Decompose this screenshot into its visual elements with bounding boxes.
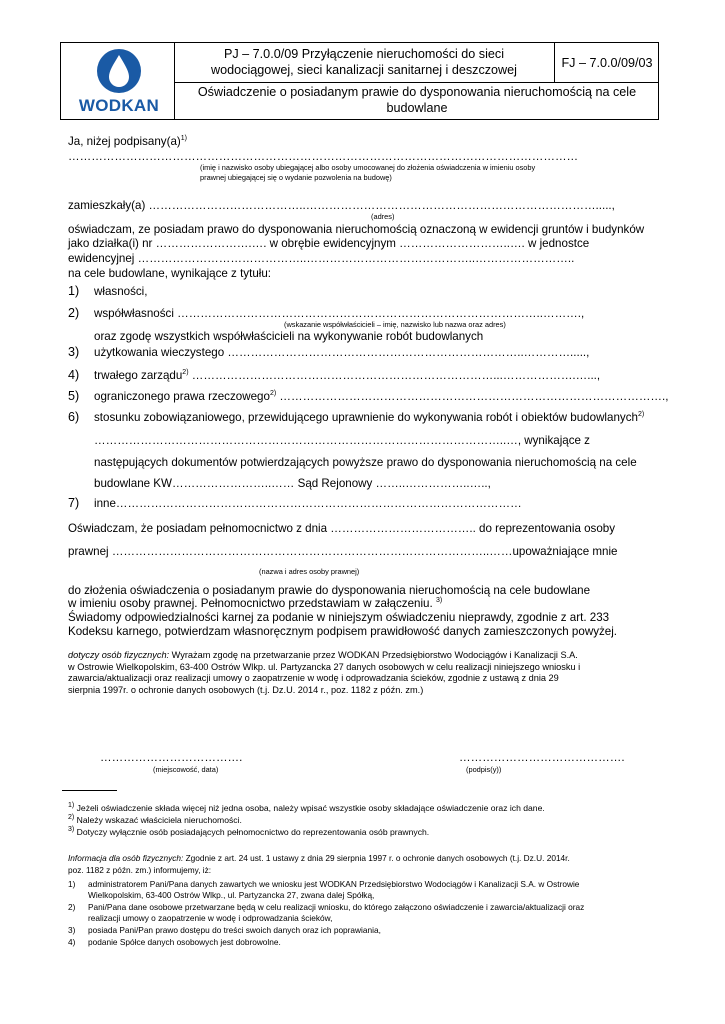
footnote-number: 2) [68, 814, 75, 822]
water-drop-icon [67, 49, 171, 97]
footnote-2 [68, 815, 242, 826]
info-intro-2: poz. 1182 z późn. zm.) informujemy, iż: [68, 865, 212, 875]
info-intro-1 [68, 853, 570, 863]
submit-line-2 [68, 597, 442, 611]
signature-label: (podpis(y)) [466, 765, 502, 774]
info-point-2b: realizacji umowy o zaopatrzenie w wodę i odprowadzania ścieków, [88, 913, 333, 923]
address-hint: (adres) [371, 212, 395, 221]
header-table [60, 42, 659, 120]
form-subtitle [174, 84, 660, 116]
item-label: ograniczonego prawa rzeczowego [94, 390, 270, 403]
proxy-line-2[interactable]: prawnej ……………………………………………………………………………………..……upoważniające mnie [68, 545, 618, 558]
co-owners-consent: oraz zgodę wszystkich współwłaścicieli na wykonywanie robót budowlanych [94, 330, 484, 343]
footnote-ref: 2) [637, 411, 645, 419]
item-label: trwałego zarządu [94, 369, 183, 382]
info-point-3: posiada Pani/Pan prawo dostępu do treści swoich danych oraz ich poprawiania, [88, 925, 381, 935]
item-number: 1) [68, 284, 80, 298]
item-permanent-management[interactable] [94, 369, 600, 383]
footnote-number: 1) [68, 802, 75, 810]
consent-text: Wyrażam zgodę na przetwarzanie przez WODKAN Przedsiębiorstwo Wodociągów i Kanalizacji S.A. [169, 650, 578, 660]
footnote-3 [68, 827, 429, 838]
title-line-1: PJ – 7.0.0/09 Przyłączenie nieruchomości do sieci [223, 47, 504, 61]
item-number: 6) [68, 410, 80, 424]
signature-field[interactable]: ……………………………………. [459, 751, 625, 764]
wodkan-logo [67, 49, 171, 117]
info-text: Zgodnie z art. 24 ust. 1 ustawy z dnia 29 sierpnia 1997 r. o ochronie danych osobowych (t.j. Dz.U. 2014r. [183, 853, 570, 863]
declare-line-2[interactable]: jako działka(i) nr …………………….…. w obrębie ewidencyjnym ………………………..…. w jednostce [68, 237, 590, 250]
item-ownership: własności, [94, 285, 148, 298]
liability-line-2: Kodeksu karnego, potwierdzam własnoręcznym podpisem prawidłowość danych zamieszczonych powyżej. [68, 625, 618, 638]
item-number: 3) [68, 345, 80, 359]
obligation-line-2[interactable]: ……………………………………………………………………………………………..…, wynikające z [94, 434, 590, 447]
proxy-line-1[interactable]: Oświadczam, że posiadam pełnomocnictwo z dnia ……………………………….. do reprezentowania osoby [68, 522, 616, 535]
footnote-1 [68, 803, 545, 814]
item-number: 4) [68, 368, 80, 382]
info-label: Informacja dla osób fizycznych: [68, 853, 184, 863]
name-field[interactable]: …………………………………………………………………………………………………………………… [68, 150, 579, 163]
info-point-1b: Wielkopolskim, 63-400 Ostrów Wlkp., ul. Partyzancka 27, zwana dalej Spółką, [88, 890, 375, 900]
footnote-number: 3) [68, 826, 75, 834]
item-perpetual-usufruct[interactable]: użytkowania wieczystego …………………………………………………………………..…………....., [94, 346, 590, 359]
info-point-number: 3) [68, 925, 76, 935]
footnote-ref: 2) [269, 390, 277, 398]
info-point-number: 4) [68, 937, 76, 947]
item-number: 7) [68, 496, 80, 510]
subtitle-line-2: budowlane [386, 101, 448, 115]
footnote-text: Dotyczy wyłącznie osób posiadających pełnomocnictwo do reprezentowania osób prawnych. [74, 827, 430, 837]
item-limited-right[interactable] [94, 390, 668, 404]
info-point-number: 2) [68, 902, 76, 912]
info-point-number: 1) [68, 879, 76, 889]
info-point-2a: Pani/Pana dane osobowe przetwarzane będą w celu realizacji wniosku, do którego załączono oświadczenie i zawarcia/aktualizacji oraz [88, 902, 585, 912]
logo-text: WODKAN [78, 96, 160, 115]
liability-line-1: Świadomy odpowiedzialności karnej za podanie w niniejszym oświadczeniu nieprawdy, zgodnie z art. 233 [68, 611, 610, 624]
footnote-ref: 1) [180, 135, 188, 143]
item-dots: ………………………………………………………………………………………., [276, 390, 669, 403]
title-line-2: wodociągowej, sieci kanalizacji sanitarnej i deszczowej [211, 63, 517, 77]
item-label: stosunku zobowiązaniowego, przewidującego uprawnienie do wykonywania robót i obiektów budowlanych [94, 411, 638, 424]
obligation-line-3: następujących dokumentów potwierdzających powyższe prawo do dysponowania nieruchomością na cele [94, 456, 637, 469]
declare-line-3[interactable]: ewidencyjnej ……………………………………..……………………………………..…………………….. [68, 252, 575, 265]
info-point-1a: administratorem Pani/Pana danych zawartych we wniosku jest WODKAN Przedsiębiorstwo Wodociągów i Kanalizacji S.A. w Ostrowie [88, 879, 580, 889]
co-owners-hint: (wskazanie współwłaścicieli – imię, nazwisko lub nazwa oraz adres) [284, 320, 506, 329]
place-date-field[interactable]: ………………………………. [100, 751, 243, 764]
declare-line-1: oświadczam, ze posiadam prawo do dysponowania nieruchomością oznaczoną w ewidencji gruntów i budynków [68, 223, 645, 236]
signed-label-text: Ja, niżej podpisany(a) [68, 135, 181, 148]
item-co-ownership[interactable]: współwłasności …………………………………………………………………………………..………., [94, 307, 585, 320]
footnote-text: Należy wskazać właściciela nieruchomości. [74, 815, 242, 825]
subtitle-line-1: Oświadczenie o posiadanym prawie do dysponowania nieruchomością na cele [197, 85, 637, 99]
consent-line-3: zawarcia/aktualizacji oraz realizacji umowy o zaopatrzenie w wodę i odprowadzania ścieków, zgodnie z ustawą z dnia 29 [68, 673, 559, 683]
footnote-separator [62, 790, 117, 791]
place-date-label: (miejscowość, data) [153, 765, 219, 774]
consent-label: dotyczy osób fizycznych: [68, 650, 170, 660]
name-hint-1: (imię i nazwisko osoby ubiegającej albo osoby umocowanej do złożenia oświadczenia w imieniu osoby [200, 163, 536, 172]
signed-label [68, 135, 187, 149]
consent-line-1 [68, 650, 578, 661]
form-title [174, 46, 554, 78]
name-hint-2: prawnej ubiegającej się o wydanie pozwolenia na budowę) [200, 173, 392, 182]
purpose-text: na cele budowlane, wynikające z tytułu: [68, 267, 272, 280]
obligation-line-4[interactable]: budowlane KW……………………..…… Sąd Rejonowy ……..……………..….., [94, 477, 491, 490]
item-number: 2) [68, 306, 80, 320]
item-obligation [94, 411, 644, 425]
consent-line-2: w Ostrowie Wielkopolskim, 63-400 Ostrów Wlkp. ul. Partyzancka 27 danych osobowych w celu realizacji niniejszego wniosku i [68, 662, 581, 672]
item-number: 5) [68, 389, 80, 403]
proxy-hint: (nazwa i adres osoby prawnej) [259, 567, 360, 576]
item-dots: ……………………………………………………………………...……………….…..., [188, 369, 601, 382]
item-other[interactable]: inne…………………………………………………………………………………………… [94, 497, 522, 510]
consent-line-4: sierpnia 1997r. o ochronie danych osobowych (t.j. Dz.U. 2014 r., poz. 1182 z późn. zm.) [68, 685, 424, 695]
footnote-ref: 3) [435, 597, 443, 605]
residence-field[interactable]: zamieszkały(a) …………………………………..…………………………………………………………………....., [68, 199, 615, 212]
footnote-text: Jeżeli oświadczenie składa więcej niż jedna osoba, należy wpisać wszystkie osoby składające oświadczenie oraz ich dane. [74, 803, 545, 813]
info-point-4: podanie Spółce danych osobowych jest dobrowolne. [88, 937, 281, 947]
submit-line-1: do złożenia oświadczenia o posiadanym prawie do dysponowania nieruchomością na cele budowlane [68, 584, 591, 597]
submit-text: w imieniu osoby prawnej. Pełnomocnictwo przedstawiam w załączeniu. [68, 597, 433, 610]
form-code: FJ – 7.0.0/09/03 [561, 56, 653, 70]
footnote-ref: 2) [182, 369, 189, 377]
